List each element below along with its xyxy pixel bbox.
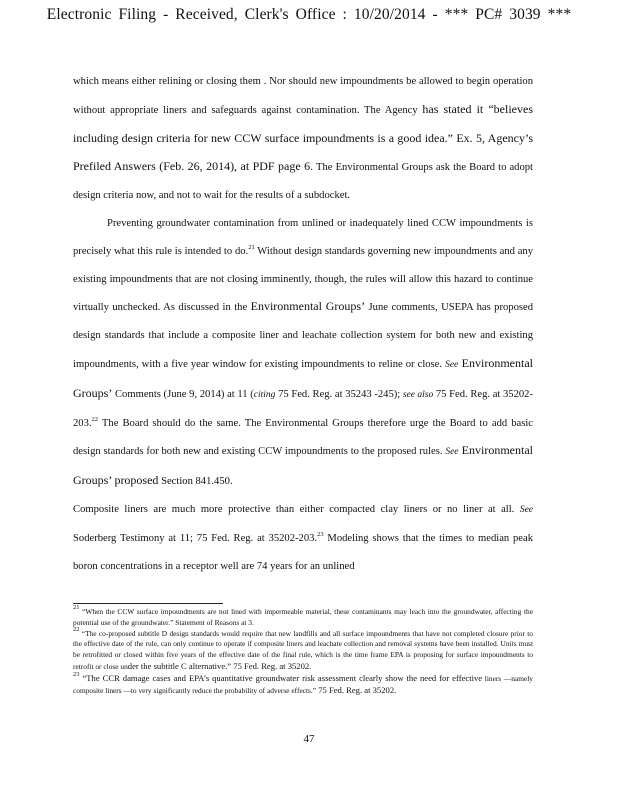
- footnote-ref-23[interactable]: 23: [317, 530, 324, 538]
- paragraph-text: Environmental Groups’: [250, 299, 366, 314]
- citation-signal: See: [519, 504, 533, 515]
- footnote-text: “When the CCW surface impoundments are not lined with impermeable material, these contaminants may leach into the groundwater, affecting the potential use of the groundwater.” Statement of Reasons at 3.: [73, 607, 533, 627]
- footnotes: [73, 604, 533, 696]
- footnote-22: [73, 625, 533, 673]
- footnote-ref-21[interactable]: 21: [248, 243, 255, 251]
- page-number: 47: [303, 733, 315, 745]
- paragraph-text: which means either relining or closing them . Nor should new impoundments be allowed to begin operation without appropriate liners and safeguards against contamination. The Agency: [73, 76, 533, 116]
- paragraph-3: [73, 496, 533, 580]
- paragraph-text: Environmental Groups’ proposed: [73, 443, 533, 488]
- paragraph-text: Preventing groundwater contamination from unlined or inadequately lined CCW impoundments is precisely what this rule is intended to do.: [73, 217, 533, 257]
- paragraph-text: 75 Fed. Reg. at 35202-203.: [73, 388, 534, 429]
- paragraph-text: 75 Fed. Reg. at 35243 -245);: [275, 388, 403, 400]
- footnote-text: “The co-proposed subtitle D design standards would require that new landfills and all surface impoundments that have not completed closure prior to the effective date of the rule, can only continue to operate if composite liners and leachate collection and removal systems have been installed. Units must be retrofitted or closed within five years of the effective date of the final rule, which is the time frame EPA is proposing for surface impoundments to retrofit or close un: [73, 628, 533, 671]
- paragraph-text: Soderberg Testimony at 11; 75 Fed. Reg. at 35202-203.: [73, 532, 318, 544]
- footnote-number: 23: [73, 670, 80, 678]
- paragraph-1: [73, 68, 533, 210]
- footnote-text: der the subtitle C alternative.” 75 Fed. Reg. at 35202.: [127, 660, 312, 671]
- footnote-number: 22: [73, 625, 80, 633]
- citation-signal: citing: [253, 389, 276, 400]
- citation-signal: See: [445, 447, 459, 458]
- footnote-21: [73, 604, 533, 629]
- footnote-text: 75 Fed. Reg. at 35202.: [316, 684, 397, 695]
- paragraph-text: Composite liners are much more protective than either compacted clay liners or no liner at all.: [73, 503, 520, 515]
- footnote-divider: [73, 603, 223, 604]
- footnote-text: “The CCR damage cases and EPA’s quantitative groundwater risk assessment clearly show the need for effective: [79, 672, 483, 683]
- paragraph-text: Modeling shows that the times to median peak boron concentrations in a receptor well are 74 years for an unlined: [73, 532, 534, 572]
- paragraph-text: Environmental Groups’: [73, 355, 533, 400]
- paragraph-text: Section 841.450.: [158, 476, 233, 488]
- citation-signal: See: [445, 359, 459, 370]
- paragraph-text: Comments (June 9, 2014) at 11 (: [112, 388, 254, 400]
- paragraph-text: June comments, USEPA has proposed design standards that include a composite liner and leachate collection system for both new and existing impoundments, with a five year window for existing impoundments to reline or close.: [73, 302, 533, 370]
- footnote-ref-22[interactable]: 22: [91, 415, 99, 423]
- paragraph-text: Without design standards governing new impoundments and any existing impoundments that are not closing imminently, though, the rules will allow this hazard to continue virtually unchecked. As discussed in the: [73, 245, 533, 314]
- paragraph-text: The Board should do the same. The Environmental Groups therefore urge the Board to add basic design standards for both new and existing CCW impoundments to the proposed rules.: [73, 417, 533, 458]
- footnote-number: 21: [73, 604, 80, 611]
- footnote-text: liners —namely composite liners —to very significantly reduce the probability of adverse effects.”: [73, 673, 533, 695]
- document-body: [73, 68, 533, 580]
- citation-signal: see also: [402, 389, 434, 400]
- filing-header: Electronic Filing - Received, Clerk's Office : 10/20/2014 - *** PC# 3039 ***: [46, 6, 572, 23]
- paragraph-text: The Environmental Groups ask the Board to adopt design criteria now, and not to wait for the results of a subdocket.: [73, 162, 533, 202]
- footnote-23: [73, 670, 533, 697]
- paragraph-2: [73, 210, 533, 496]
- paragraph-text: has stated it “believes including design criteria for new CCW surface impoundments is a good idea.” Ex. 5, Agency’s Prefiled Answers (Feb. 26, 2014), at PDF page 6.: [73, 101, 533, 174]
